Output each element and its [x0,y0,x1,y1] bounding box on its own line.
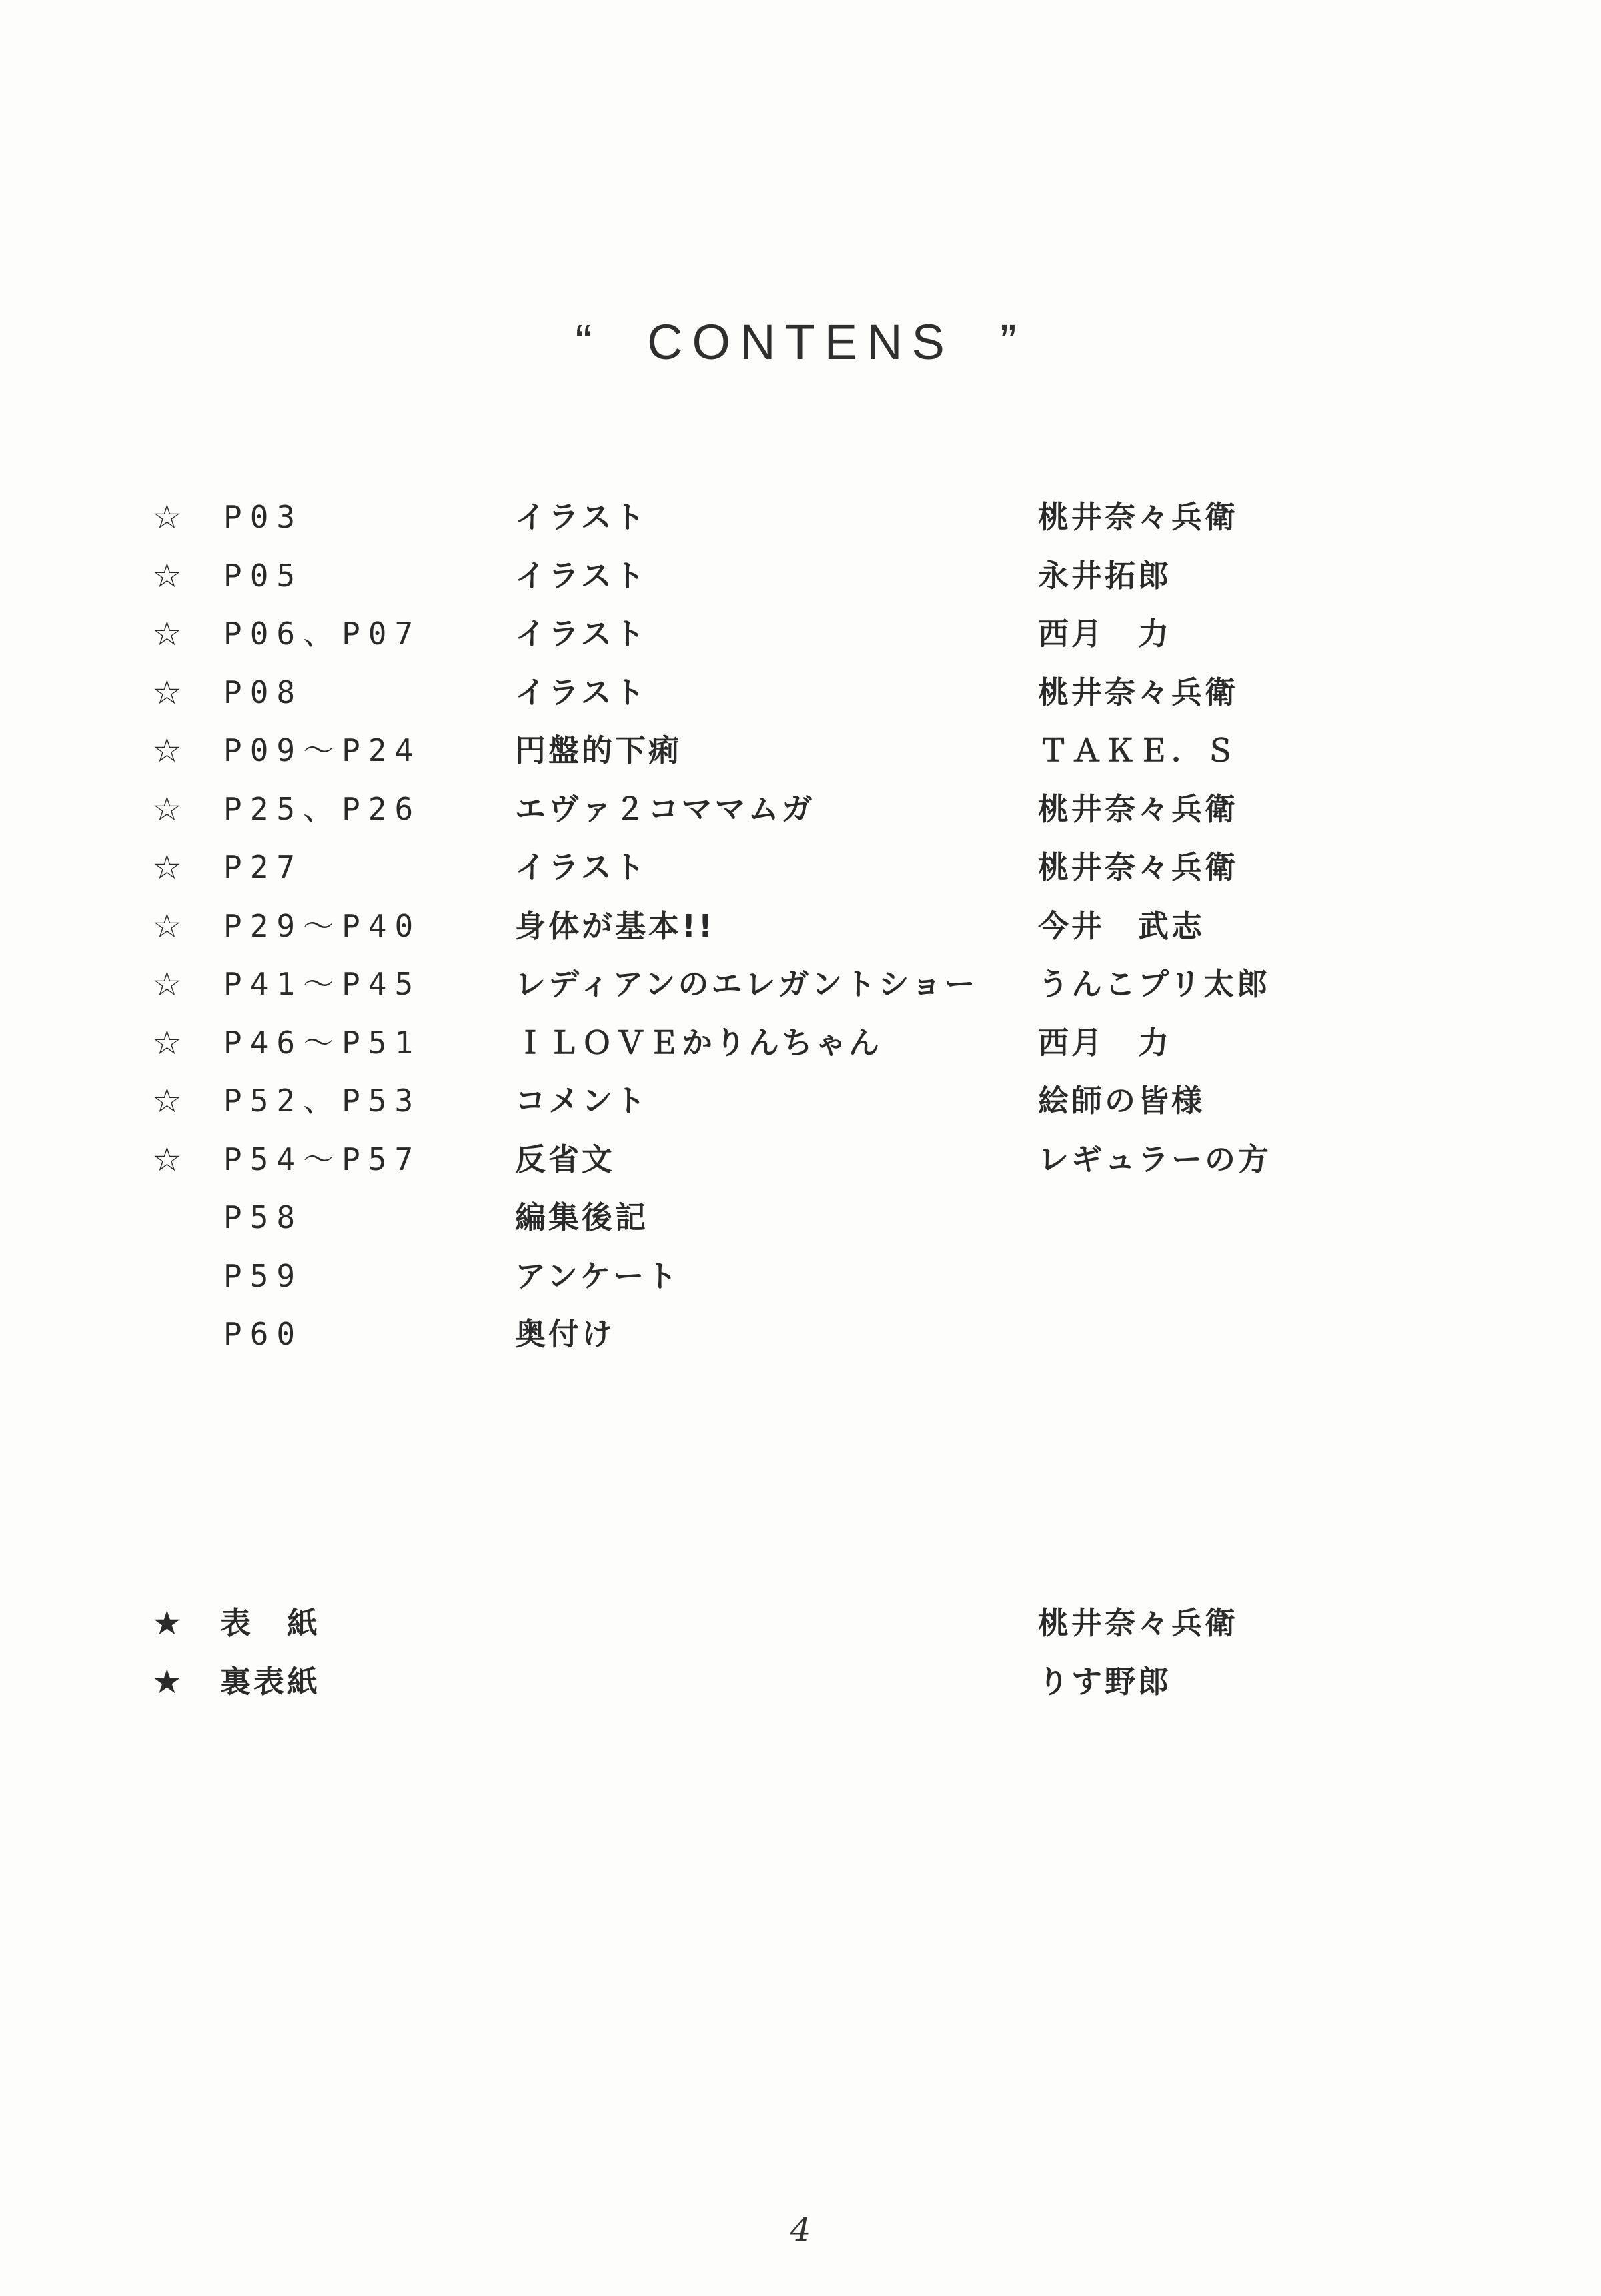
contents-row [0,1247,1601,1306]
entry-title: 円盤的下痢 [515,732,682,768]
contents-row [0,1072,1601,1131]
page-range: P29～P40 [223,907,422,944]
page-range: P06、P07 [223,616,422,652]
star-outline-icon: ☆ [152,556,182,595]
entry-author: 今井 武志 [1038,907,1205,944]
entry-title: イラスト [515,849,648,885]
contents-row [0,722,1601,780]
page-range: P58 [223,1199,304,1235]
entry-author: 西月 力 [1038,1024,1171,1061]
entry-author: レギュラーの方 [1038,1141,1271,1177]
page-range: P05 [223,557,304,594]
cover-row [0,1594,1601,1653]
star-outline-icon: ☆ [152,672,182,712]
page-range: P60 [223,1316,304,1352]
star-outline-icon: ☆ [152,498,182,536]
contents-list [0,488,1601,1364]
entry-author: 桃井奈々兵衛 [1038,790,1238,827]
cover-row [0,1653,1601,1712]
page-range: P09～P24 [223,732,422,768]
entry-author: うんこプリ太郎 [1038,966,1271,1002]
entry-author: 桃井奈々兵衛 [1038,674,1238,710]
contents-row [0,488,1601,547]
entry-author: 永井拓郎 [1038,557,1171,594]
page-number: 4 [790,2211,811,2249]
star-filled-icon: ★ [152,1662,182,1701]
cover-author: りす野郎 [1038,1663,1171,1700]
contents-row [0,780,1601,839]
entry-title: イラスト [515,616,648,652]
entry-author: 桃井奈々兵衛 [1038,849,1238,885]
page-title: “ CONTENS ” [575,314,1026,370]
cover-author: 桃井奈々兵衛 [1038,1605,1238,1641]
star-outline-icon: ☆ [152,965,182,1003]
entry-title: レディアンのエレガントショー [515,966,978,1002]
contents-row [0,605,1601,664]
entry-title: イラスト [515,674,648,710]
star-outline-icon: ☆ [152,1023,182,1062]
entry-author: 絵師の皆様 [1038,1083,1205,1119]
contents-row [0,1189,1601,1247]
contents-row [0,1014,1601,1073]
page-range: P41～P45 [223,966,422,1002]
entry-title: イラスト [515,499,648,535]
entry-author: 西月 力 [1038,616,1171,652]
contents-row [0,838,1601,897]
star-outline-icon: ☆ [152,614,182,653]
star-outline-icon: ☆ [152,906,182,945]
star-filled-icon: ★ [152,1604,182,1642]
star-outline-icon: ☆ [152,1081,182,1120]
entry-title: エヴァ２コママムガ [515,790,815,827]
star-outline-icon: ☆ [152,789,182,828]
entry-title: ＩＬＯＶＥかりんちゃん [515,1024,882,1061]
entry-title: 反省文 [515,1141,615,1177]
entry-title: アンケート [515,1257,680,1294]
cover-label: 裏表紙 [220,1663,320,1700]
contents-row [0,547,1601,606]
entry-title: 編集後記 [515,1199,648,1235]
entry-title: 身体が基本!! [515,907,715,944]
page-range: P03 [223,499,304,535]
entry-author: 桃井奈々兵衛 [1038,499,1238,535]
page-range: P59 [223,1257,304,1294]
contents-row [0,955,1601,1014]
entry-title: 奥付け [515,1316,615,1352]
entry-title: コメント [515,1083,648,1119]
cover-label: 表 紙 [220,1605,320,1641]
contents-row [0,897,1601,956]
page-range: P46～P51 [223,1024,422,1061]
page-range: P08 [223,674,304,710]
page-range: P52、P53 [223,1083,422,1119]
contents-row [0,1131,1601,1189]
entry-author: ＴＡＫＥ．Ｓ [1038,732,1238,768]
page-range: P25、P26 [223,790,422,827]
star-outline-icon: ☆ [152,1139,182,1179]
page-range: P54～P57 [223,1141,422,1177]
page-range: P27 [223,849,304,885]
star-outline-icon: ☆ [152,731,182,770]
contents-row [0,664,1601,722]
star-outline-icon: ☆ [152,848,182,887]
entry-title: イラスト [515,557,648,594]
contents-row [0,1305,1601,1364]
cover-credits [0,1594,1601,1711]
